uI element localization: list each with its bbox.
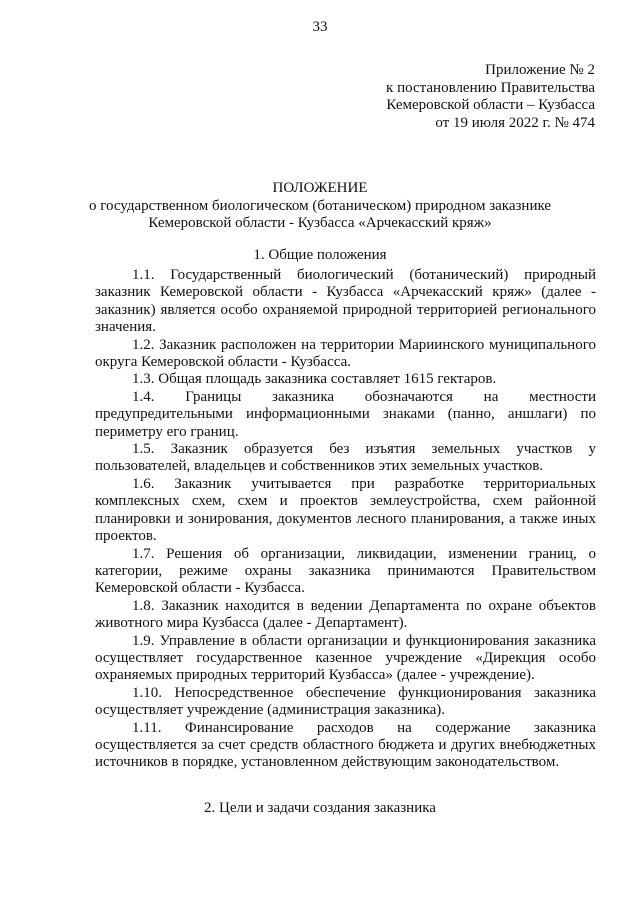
paragraph-1-7: 1.7. Решения об организации, ликвидации, изменении границ, о категории, режиме охраны заказника принимаются Правительством Кемеровской области - Кузбасса. [95, 545, 596, 597]
paragraph-1-5: 1.5. Заказник образуется без изъятия земельных участков у пользователей, владельцев и собственников этих земельных участков. [95, 441, 596, 475]
section-body [95, 267, 596, 772]
title-line: Кемеровской области - Кузбасса «Арчекасский кряж» [148, 215, 492, 231]
document-title [0, 180, 640, 233]
section-heading: 1. Общие положения [253, 247, 387, 263]
appendix-line: к постановлению Правительства [386, 79, 595, 96]
appendix-line: от 19 июля 2022 г. № 474 [435, 114, 595, 131]
paragraph-1-6: 1.6. Заказник учитывается при разработке территориальных комплексных схем, схем и проектов землеустройства, схем районной планировки и зонирования, документов лесного планирования, а также иных проектов. [95, 475, 596, 545]
paragraph-1-2: 1.2. Заказник расположен на территории Мариинского муниципального округа Кемеровской области - Кузбасса. [95, 336, 596, 371]
paragraph-1-4: 1.4. Границы заказника обозначаются на местности предупредительными информационными знаками (панно, аншлаги) по периметру его границ. [95, 388, 596, 440]
paragraph-1-8: 1.8. Заказник находится в ведении Департамента по охране объектов животного мира Кузбасса (далее - Департамент). [95, 597, 596, 632]
section-heading: 2. Цели и задачи создания заказника [204, 800, 436, 816]
paragraph-1-3: 1.3. Общая площадь заказника составляет 1615 гектаров. [132, 371, 497, 388]
paragraph-1-11: 1.11. Финансирование расходов на содержание заказника осуществляется за счет средств областного бюджета и других внебюджетных источников в порядке, установленном действующим законодательством. [95, 719, 596, 771]
appendix-line: Приложение № 2 [485, 62, 595, 78]
title-line: о государственном биологическом (ботаническом) природном заказнике [88, 197, 552, 214]
paragraph-1-10: 1.10. Непосредственное обеспечение функционирования заказника осуществляет учреждение (администрация заказника). [95, 684, 596, 719]
appendix-line: Кемеровской области – Кузбасса [386, 97, 595, 113]
paragraph-1-1: 1.1. Государственный биологический (ботанический) природный заказник Кемеровской области - Кузбасса «Арчекасский кряж» (далее - заказник) является особо охраняемой природной территорией регионального значения. [95, 267, 596, 336]
title-heading: ПОЛОЖЕНИЕ [272, 180, 368, 196]
appendix-block [340, 62, 595, 132]
page-number: 33 [312, 19, 328, 35]
paragraph-1-9: 1.9. Управление в области организации и функционирования заказника осуществляет государственное казенное учреждение «Дирекция особо охраняемых природных территорий Кузбасса» (далее - учреждение). [95, 632, 596, 684]
